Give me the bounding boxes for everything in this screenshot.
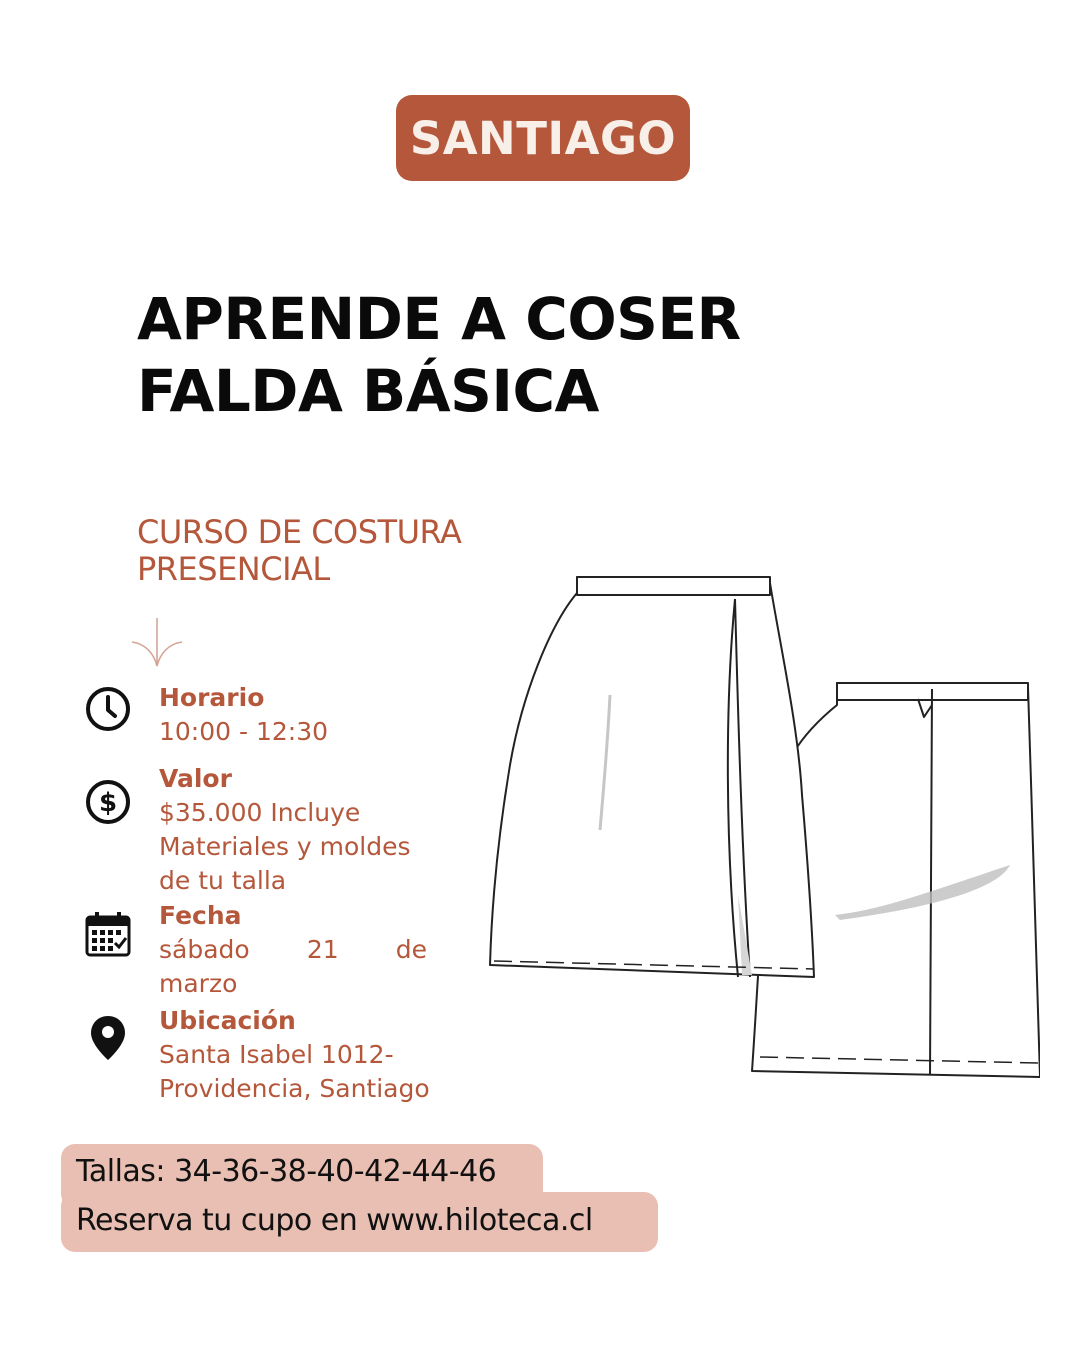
- svg-text:$: $: [98, 788, 118, 818]
- fecha-label: Fecha: [159, 901, 242, 930]
- location-pin-icon: [88, 1014, 128, 1062]
- fecha-line-2: marzo: [159, 969, 238, 998]
- horario-label: Horario: [159, 683, 265, 712]
- ubicacion-label: Ubicación: [159, 1006, 296, 1035]
- valor-line-1: $35.000 Incluye: [159, 798, 361, 827]
- info-valor: [159, 762, 411, 898]
- title-line-2: FALDA BÁSICA: [137, 357, 599, 425]
- page-title: [137, 283, 741, 427]
- subtitle-line-1: CURSO DE COSTURA: [137, 513, 462, 551]
- valor-line-2: Materiales y moldes: [159, 832, 411, 861]
- fecha-word-1: sábado: [159, 935, 250, 964]
- info-ubicacion: [159, 1004, 430, 1106]
- clock-icon: [84, 685, 132, 733]
- info-horario: [159, 681, 328, 749]
- course-subtitle: [137, 514, 461, 588]
- skirt-illustration: [480, 565, 1040, 1095]
- subtitle-line-2: PRESENCIAL: [137, 550, 330, 588]
- valor-line-3: de tu talla: [159, 866, 287, 895]
- calendar-icon: [84, 910, 132, 958]
- valor-label: Valor: [159, 764, 232, 793]
- ubicacion-line-2: Providencia, Santiago: [159, 1074, 430, 1103]
- fecha-word-2: 21: [306, 935, 339, 964]
- dollar-icon: [84, 778, 132, 826]
- fecha-line-1: [159, 933, 427, 967]
- ubicacion-line-1: Santa Isabel 1012-: [159, 1040, 394, 1069]
- city-badge: [396, 95, 690, 181]
- title-line-1: APRENDE A COSER: [137, 285, 741, 353]
- info-fecha: [159, 899, 427, 1001]
- horario-value: 10:00 - 12:30: [159, 717, 329, 746]
- skirt-front-drawing: [490, 577, 814, 977]
- city-badge-label: SANTIAGO: [409, 111, 677, 165]
- reserve-text: Reserva tu cupo en www.hiloteca.cl: [76, 1203, 593, 1238]
- arrow-down-icon: [130, 616, 184, 670]
- sizes-text: Tallas: 34-36-38-40-42-44-46: [76, 1154, 497, 1189]
- fecha-word-3: de: [395, 935, 427, 964]
